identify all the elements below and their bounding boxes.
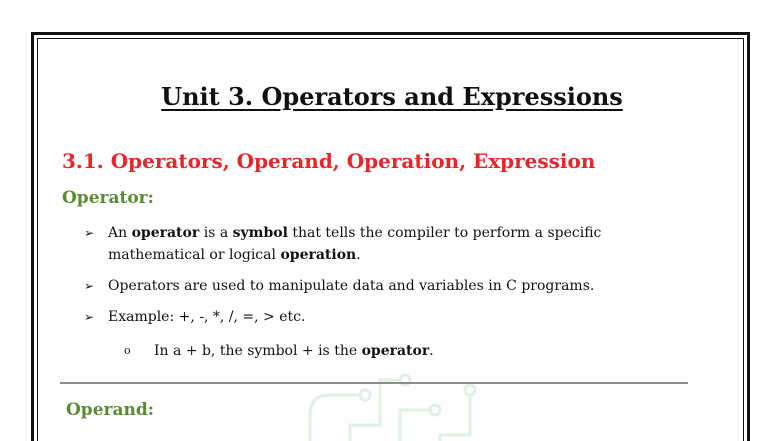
bullet-text: is a: [199, 225, 233, 241]
bullet-text: Example: +, -, *, /, =, > etc.: [108, 309, 306, 325]
bullet-text: An: [108, 225, 132, 241]
list-item: [84, 222, 684, 266]
list-item: [84, 275, 684, 297]
bullet-bold-term: symbol: [232, 225, 288, 241]
section-heading: 3.1. Operators, Operand, Operation, Expression: [62, 149, 596, 173]
arrowhead-bullet-icon: ➢: [84, 279, 95, 293]
bullet-text: that tells the compiler to perform a specific: [287, 225, 602, 241]
arrowhead-bullet-icon: ➢: [84, 310, 95, 324]
section-divider: [60, 382, 688, 384]
page-title: Unit 3. Operators and Expressions: [161, 82, 623, 111]
bullet-bold-term: operation: [280, 247, 357, 263]
operator-example-list: [124, 340, 434, 362]
hollow-circle-bullet-icon: o: [124, 344, 131, 357]
bullet-text: mathematical or logical: [108, 247, 281, 263]
list-item: [124, 340, 434, 362]
operator-heading: Operator:: [62, 188, 154, 208]
bullet-text: In a + b, the symbol + is the: [154, 343, 362, 359]
arrowhead-bullet-icon: ➢: [84, 226, 95, 240]
circuit-watermark-icon: [290, 355, 500, 441]
bullet-text: .: [356, 247, 361, 263]
operand-heading: Operand:: [66, 400, 155, 420]
list-item: [84, 306, 684, 328]
bullet-bold-term: operator: [131, 225, 200, 241]
bullet-bold-term: operator: [361, 343, 430, 359]
bullet-text: .: [429, 343, 434, 359]
operator-bullet-list: [84, 222, 684, 337]
bullet-text: Operators are used to manipulate data and variables in C programs.: [108, 278, 595, 294]
